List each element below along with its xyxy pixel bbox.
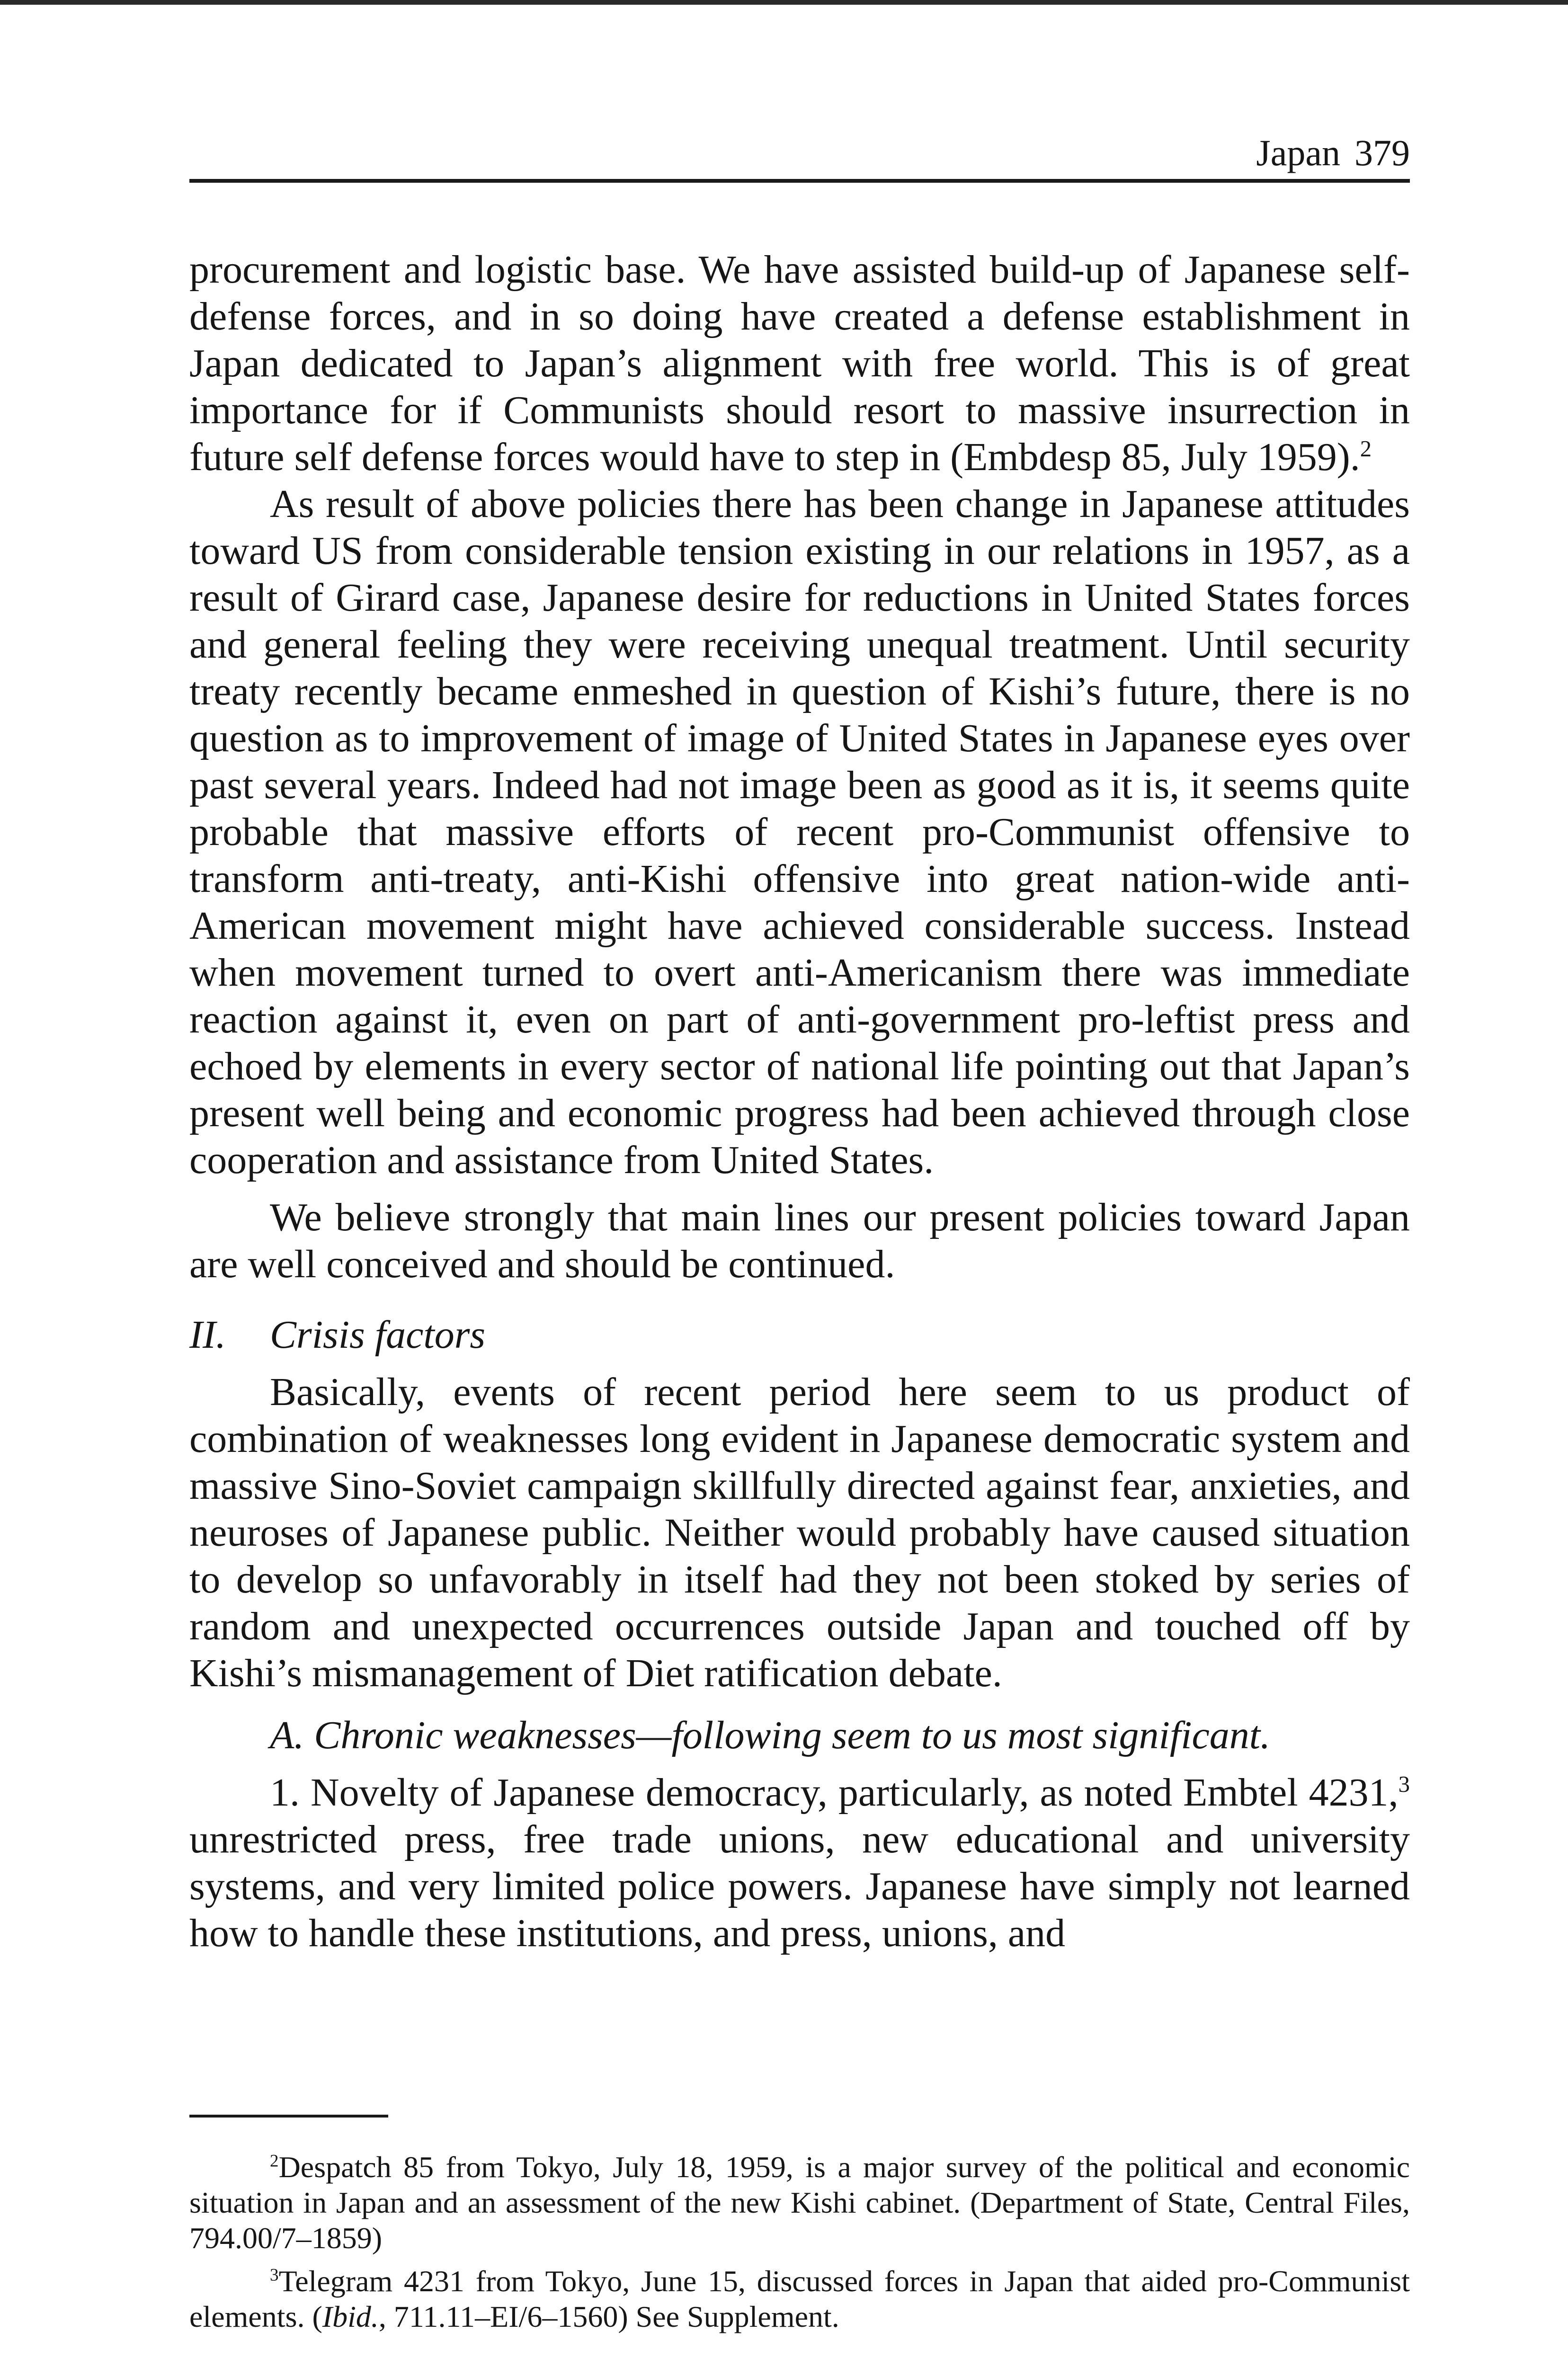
paragraph-procurement-text: procurement and logistic base. We have assisted build-up of Japanese self-defense forces, and in so doing have created a defense establishment in Japan dedicated to Japan’s alignment with free world. This is of great importance for if Communists should resort to massive insurrection in future self defense forces would have to step in (Embdesp 85, July 1959). — [189, 248, 1410, 479]
paragraph-novelty-start: 1. Novelty of Japanese democracy, particularly, as noted Embtel 4231, — [270, 1771, 1399, 1815]
footnote-3-text-after: , 711.11–EI/6–1560) See Supplement. — [378, 2300, 839, 2333]
footnote-rule — [189, 2115, 388, 2118]
paragraph-policy-results: As result of above policies there has been change in Japanese attitudes toward US from considerable tension existing in our relations in 1957, as a result of Girard case, Japanese desire for reductions in United States forces and general feeling they were receiving unequal treatment. Until security treaty recently became enmeshed in question of Kishi’s future, there is no question as to improvement of image of United States in Japanese eyes over past several years. Indeed had not image been as good as it is, it seems quite probable that massive efforts of recent pro-Communist offensive to transform anti-treaty, anti-Kishi offensive into great nation-wide anti-American movement might have achieved considerable success. Instead when movement turned to overt anti-Americanism there was immediate reaction against it, even on part of anti-government pro-leftist press and echoed by elements in every sector of national life pointing out that Japan’s present well being and economic progress had been achieved through close cooperation and assistance from United States. — [189, 482, 1410, 1182]
section-number: II. — [189, 1313, 226, 1357]
running-title: Japan — [1256, 132, 1340, 173]
paragraph-procurement — [189, 246, 1410, 481]
section-title: Crisis factors — [270, 1313, 486, 1357]
running-header — [189, 127, 1410, 179]
paragraph-novelty-democracy — [189, 1769, 1410, 1957]
footnote-ref-3[interactable]: 3 — [1398, 1771, 1410, 1797]
footnote-2 — [189, 2149, 1410, 2256]
footnote-2-marker: 2 — [270, 2151, 279, 2171]
header-rule — [189, 179, 1410, 183]
footnote-3-marker: 3 — [270, 2265, 279, 2285]
footnote-3 — [189, 2263, 1410, 2334]
body-text — [189, 246, 1410, 1957]
paragraph-crisis-basics: Basically, events of recent period here seem to us product of combination of weaknesses long evident in Japanese democratic system and massive Sino-Soviet campaign skillfully directed against fear, anxieties, and neuroses of Japanese public. Neither would probably have caused situation to develop so unfavorably in itself had they not been stoked by series of random and unexpected occurrences outside Japan and touched off by Kishi’s mismanagement of Diet ratification debate. — [189, 1370, 1410, 1695]
paragraph-policy-continuation: We believe strongly that main lines our present policies toward Japan are well conceived and should be continued. — [189, 1195, 1410, 1286]
footnote-2-text: Despatch 85 from Tokyo, July 18, 1959, is a major survey of the political and economic situation in Japan and an assessment of the new Kishi cabinet. (Department of State, Central Files, 794.00/7–1859) — [189, 2150, 1410, 2255]
footnote-3-text-before: Telegram 4231 from Tokyo, June 15, discussed forces in Japan that aided pro-Communist elements. ( — [189, 2264, 1410, 2333]
footnotes — [189, 2149, 1410, 2342]
page-number: 379 — [1354, 132, 1410, 173]
scan-top-border — [0, 0, 1568, 5]
subheading-chronic-weaknesses: A. Chronic weaknesses—following seem to us most significant. — [270, 1713, 1271, 1757]
paragraph-novelty-rest: unrestricted press, free trade unions, new educational and university systems, and very limited police powers. Japanese have simply not learned how to handle these institutions, and press, unions, and — [189, 1817, 1410, 1955]
footnote-ref-2[interactable]: 2 — [1360, 436, 1372, 462]
section-heading-crisis-factors — [189, 1311, 1410, 1358]
footnote-3-ibid: Ibid. — [322, 2300, 379, 2333]
